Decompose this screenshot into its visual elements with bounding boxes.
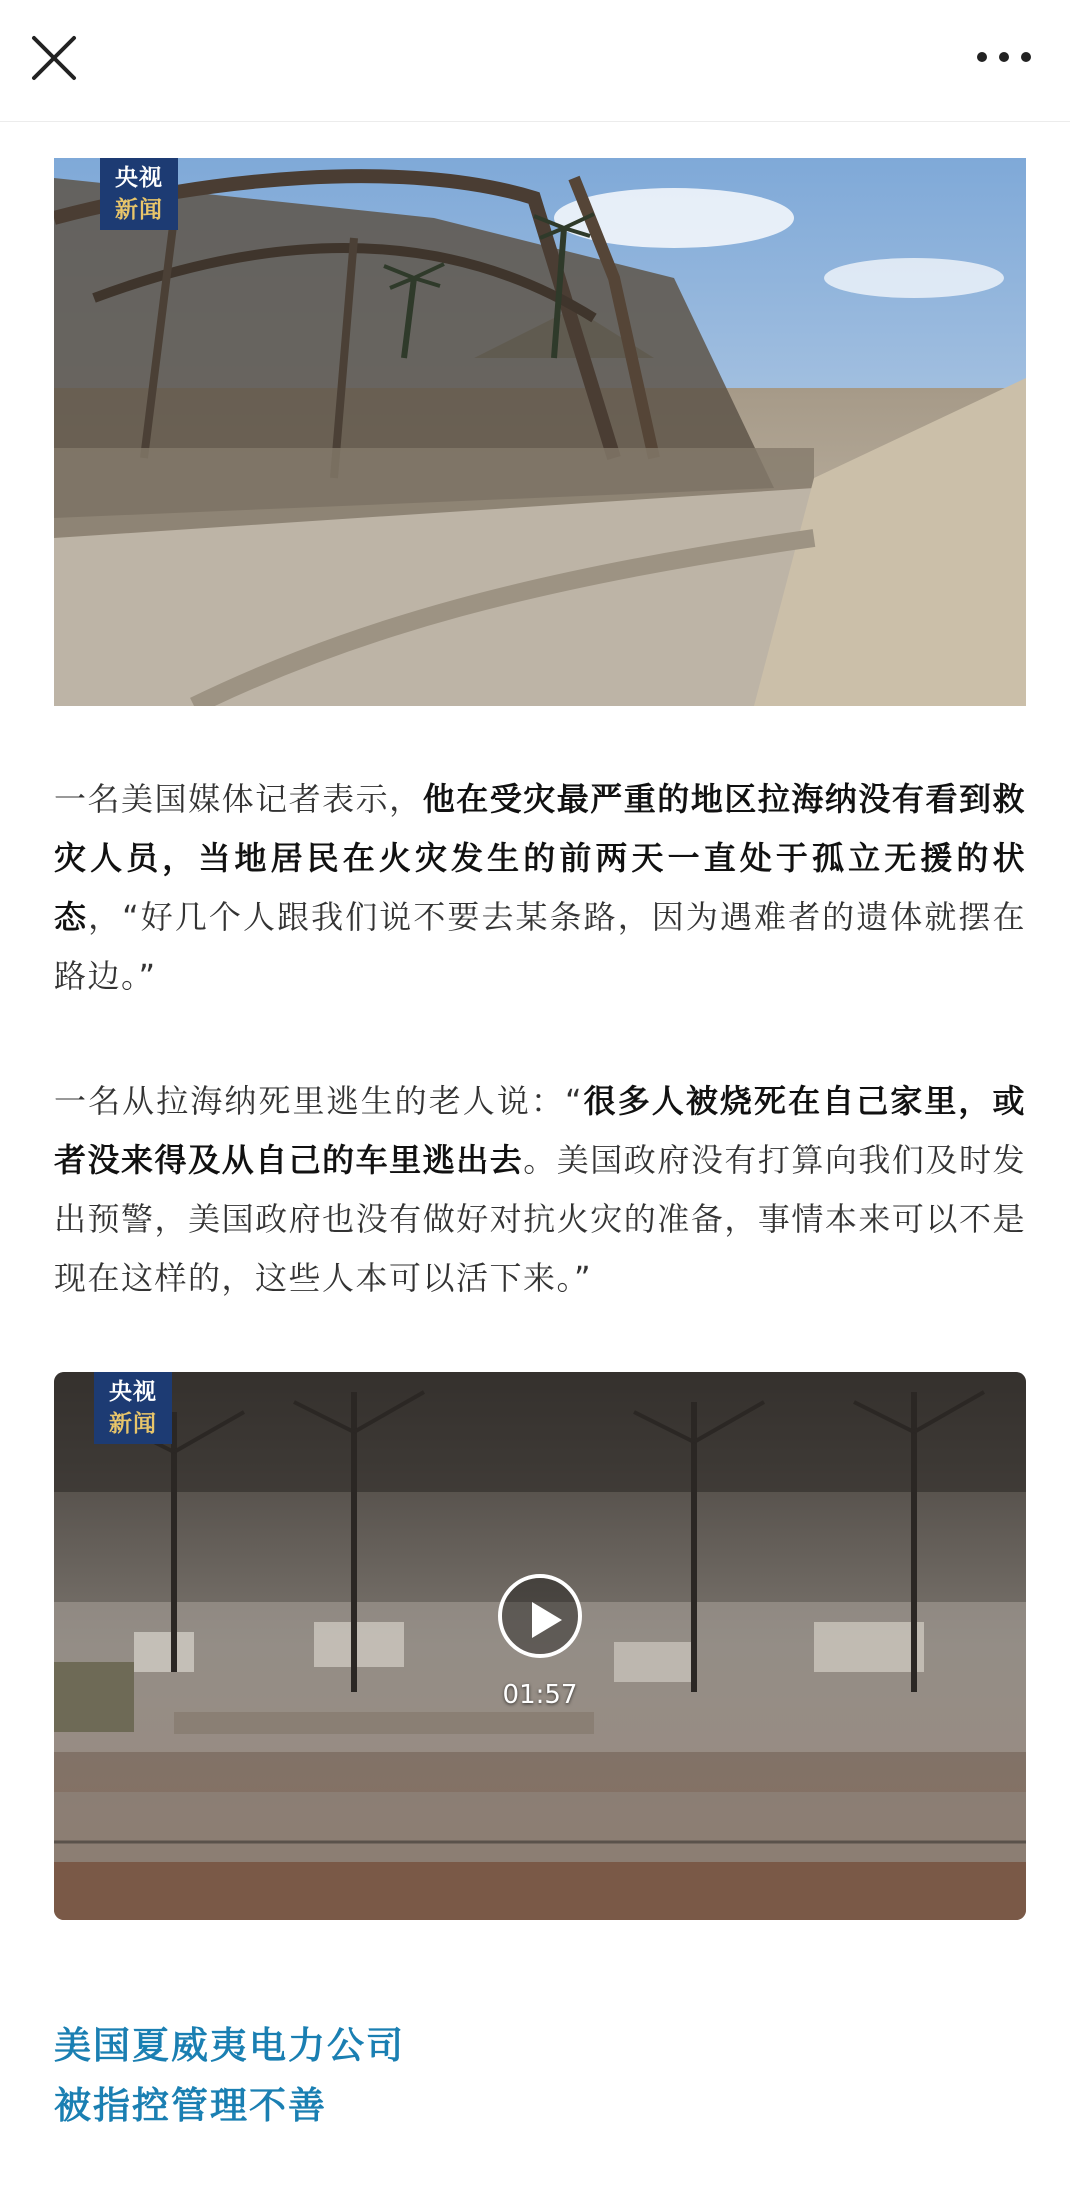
more-icon bbox=[972, 42, 1036, 72]
cctv-news-logo: 央视 新闻 bbox=[100, 158, 178, 230]
more-button[interactable] bbox=[972, 42, 1036, 72]
paragraph-survivor-quote: 一名从拉海纳死里逃生的老人说：“很多人被烧死在自己家里，或者没来得及从自己的车里逃出去。美国政府没有打算向我们及时发出预警，美国政府也没有做好对抗火灾的准备，事情本来可以不是现在这样的，这些人本可以活下来。” bbox=[54, 1082, 1026, 1297]
video-player[interactable] bbox=[54, 1372, 1026, 1920]
top-bar bbox=[0, 0, 1070, 122]
section-heading: 美国夏威夷电力公司 被指控管理不善 bbox=[54, 2024, 405, 2127]
close-button[interactable] bbox=[26, 30, 82, 86]
paragraph-reporter-quote: 一名美国媒体记者表示，他在受灾最严重的地区拉海纳没有看到救灾人员，当地居民在火灾发生的前两天一直处于孤立无援的状态，“好几个人跟我们说不要去某条路，因为遇难者的遗体就摆在路边。” bbox=[54, 780, 1026, 995]
video-duration: 01:57 bbox=[502, 1680, 578, 1710]
close-icon bbox=[26, 30, 82, 86]
play-icon bbox=[526, 1598, 566, 1642]
cctv-news-logo: 央视 新闻 bbox=[94, 1372, 172, 1444]
play-button[interactable] bbox=[498, 1574, 582, 1658]
article-photo-burned-building bbox=[54, 158, 1026, 706]
